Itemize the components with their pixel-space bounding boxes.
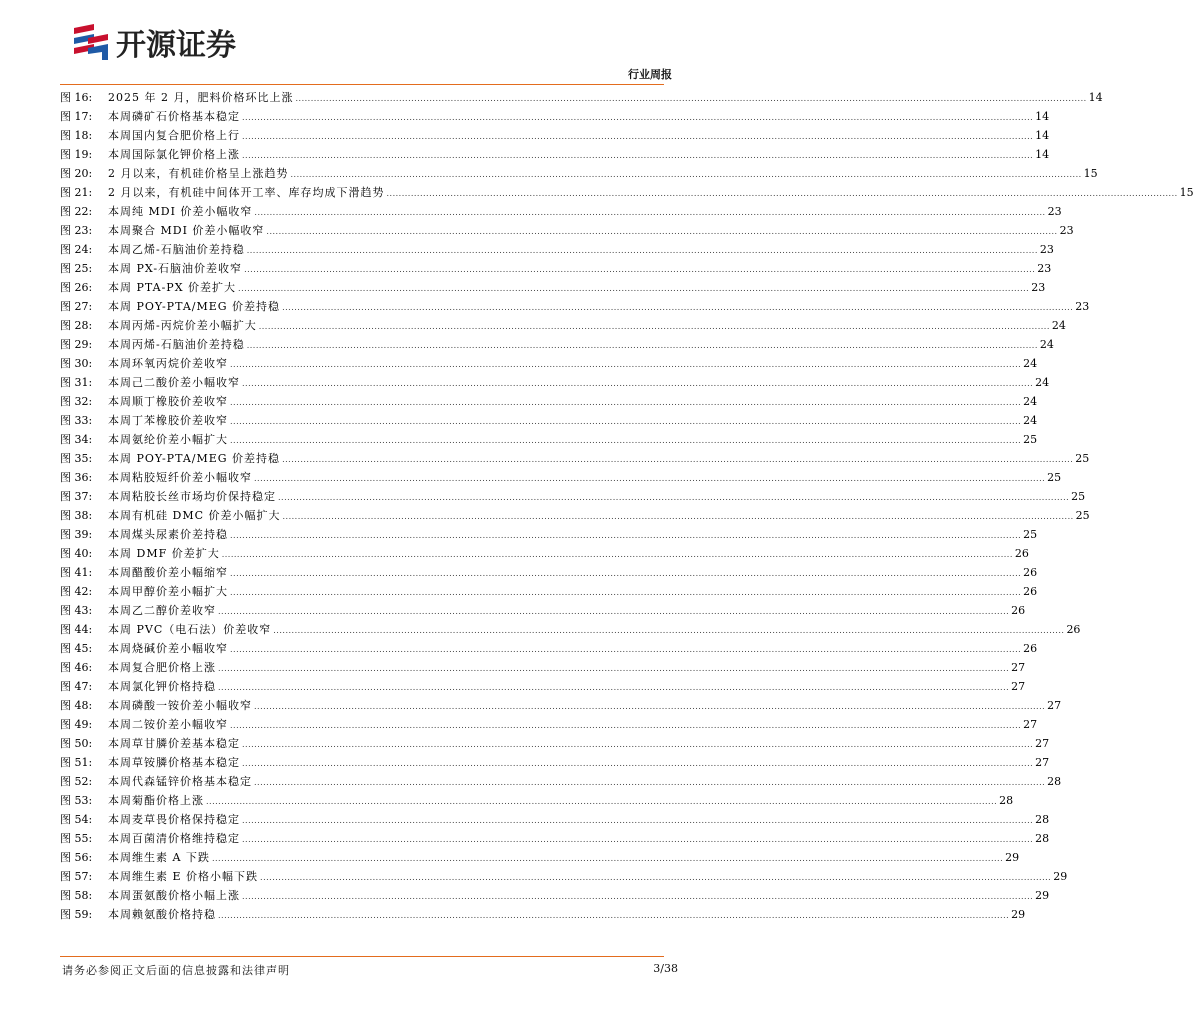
leader-dots: .................................................................................................................................................................................................................................................................... — [246, 341, 1038, 350]
toc-row[interactable] — [60, 772, 1062, 791]
figure-number: 图 31: — [60, 376, 93, 389]
figure-title[interactable]: 2025 年 2 月，肥料价格环比上涨 — [108, 91, 294, 104]
figure-number: 图 41: — [60, 566, 93, 579]
figure-number: 图 55: — [60, 832, 93, 845]
figure-title[interactable]: 本周国际氯化钾价格上涨 — [108, 148, 240, 161]
figure-number: 图 36: — [60, 471, 93, 484]
figure-number: 图 50: — [60, 737, 93, 750]
figure-number: 图 45: — [60, 642, 93, 655]
figure-page-number[interactable]: 28 — [1035, 813, 1050, 826]
figure-title[interactable]: 本周二铵价差小幅收窄 — [108, 718, 228, 731]
figure-title[interactable]: 本周 POY-PTA/MEG 价差持稳 — [108, 452, 281, 465]
leader-dots: .................................................................................................................................................................................................................................................................... — [230, 417, 1022, 426]
figure-title[interactable]: 本周磷矿石价格基本稳定 — [108, 110, 240, 123]
leader-dots: .................................................................................................................................................................................................................................................................... — [242, 816, 1034, 825]
figure-title[interactable]: 本周维生素 E 价格小幅下跌 — [108, 870, 259, 883]
toc-row[interactable] — [60, 734, 1050, 753]
figure-title[interactable]: 本周粘胶短纤价差小幅收窄 — [108, 471, 252, 484]
figure-page-number[interactable]: 29 — [1011, 908, 1026, 921]
figure-title[interactable]: 本周丁苯橡胶价差收窄 — [108, 414, 228, 427]
figure-number: 图 49: — [60, 718, 93, 731]
leader-dots: .................................................................................................................................................................................................................................................................... — [282, 455, 1074, 464]
figure-number: 图 56: — [60, 851, 93, 864]
leader-dots: .................................................................................................................................................................................................................................................................... — [206, 797, 998, 806]
figure-title[interactable]: 2 月以来，有机硅价格呈上涨趋势 — [108, 167, 289, 180]
toc-row[interactable] — [60, 563, 1038, 582]
report-type-label: 行业周报 — [628, 68, 672, 81]
figure-title[interactable]: 本周 PVC（电石法）价差收窄 — [108, 623, 272, 636]
leader-dots: .................................................................................................................................................................................................................................................................... — [260, 873, 1052, 882]
figure-title[interactable]: 本周磷酸一铵价差小幅收窄 — [108, 699, 252, 712]
toc-row[interactable] — [60, 753, 1050, 772]
figure-number: 图 28: — [60, 319, 93, 332]
figure-page-number[interactable]: 15 — [1083, 167, 1098, 180]
leader-dots: .................................................................................................................................................................................................................................................................... — [242, 740, 1034, 749]
company-name: 开源证券 — [116, 28, 236, 63]
leader-dots: .................................................................................................................................................................................................................................................................... — [278, 493, 1070, 502]
figure-title[interactable]: 本周蛋氨酸价格小幅上涨 — [108, 889, 240, 902]
figure-number: 图 46: — [60, 661, 93, 674]
figure-number: 图 53: — [60, 794, 93, 807]
leader-dots: .................................................................................................................................................................................................................................................................... — [282, 303, 1074, 312]
figure-title[interactable]: 本周菊酯价格上涨 — [108, 794, 204, 807]
figure-title[interactable]: 本周复合肥价格上涨 — [108, 661, 216, 674]
leader-dots: .................................................................................................................................................................................................................................................................... — [230, 588, 1022, 597]
toc-row[interactable] — [60, 848, 1020, 867]
figure-title[interactable]: 本周乙二醇价差收窄 — [108, 604, 216, 617]
figure-number: 图 27: — [60, 300, 93, 313]
toc-row[interactable] — [60, 487, 1086, 506]
figure-number: 图 29: — [60, 338, 93, 351]
figure-title[interactable]: 本周草甘膦价差基本稳定 — [108, 737, 240, 750]
figure-number: 图 48: — [60, 699, 93, 712]
footer-disclaimer: 请务必参阅正文后面的信息披露和法律声明 — [62, 964, 290, 977]
figure-page-number[interactable]: 14 — [1035, 110, 1050, 123]
toc-row[interactable] — [60, 335, 1054, 354]
figure-title[interactable]: 本周赖氨酸价格持稳 — [108, 908, 216, 921]
leader-dots: .................................................................................................................................................................................................................................................................... — [273, 626, 1065, 635]
figure-title[interactable]: 本周氨纶价差小幅扩大 — [108, 433, 228, 446]
toc-row[interactable] — [60, 829, 1050, 848]
figure-page-number[interactable]: 28 — [1035, 832, 1050, 845]
figure-number: 图 54: — [60, 813, 93, 826]
leader-dots: .................................................................................................................................................................................................................................................................... — [290, 170, 1082, 179]
figure-number: 图 26: — [60, 281, 93, 294]
leader-dots: .................................................................................................................................................................................................................................................................... — [242, 892, 1034, 901]
leader-dots: .................................................................................................................................................................................................................................................................... — [230, 531, 1022, 540]
figure-number: 图 57: — [60, 870, 93, 883]
figure-page-number[interactable]: 23 — [1075, 300, 1090, 313]
toc-row[interactable] — [60, 715, 1038, 734]
figure-page-number[interactable]: 27 — [1035, 756, 1050, 769]
figure-number: 图 30: — [60, 357, 93, 370]
figure-page-number[interactable]: 15 — [1179, 186, 1194, 199]
figure-page-number[interactable]: 26 — [1023, 585, 1038, 598]
toc-row[interactable] — [60, 88, 1103, 107]
figure-page-number[interactable]: 25 — [1023, 433, 1038, 446]
figure-page-number[interactable]: 26 — [1023, 642, 1038, 655]
leader-dots: .................................................................................................................................................................................................................................................................... — [230, 360, 1022, 369]
figure-page-number[interactable]: 24 — [1039, 338, 1054, 351]
figure-page-number[interactable]: 26 — [1066, 623, 1081, 636]
figure-title[interactable]: 本周乙烯-石脑油价差持稳 — [108, 243, 245, 256]
figure-title[interactable]: 本周烧碱价差小幅收窄 — [108, 642, 228, 655]
figure-page-number[interactable]: 27 — [1011, 680, 1026, 693]
kaiyuan-logo-icon — [72, 22, 110, 62]
header-rule — [60, 84, 664, 85]
toc-row[interactable] — [60, 107, 1050, 126]
toc-row[interactable] — [60, 411, 1038, 430]
figure-title[interactable]: 本周 PTA-PX 价差扩大 — [108, 281, 237, 294]
figure-title[interactable]: 本周粘胶长丝市场均价保持稳定 — [108, 490, 276, 503]
figure-number: 图 34: — [60, 433, 93, 446]
leader-dots: .................................................................................................................................................................................................................................................................... — [230, 569, 1022, 578]
figure-page-number[interactable]: 25 — [1071, 490, 1086, 503]
toc-row[interactable] — [60, 582, 1038, 601]
figure-page-number[interactable]: 23 — [1037, 262, 1052, 275]
figure-page-number[interactable]: 23 — [1047, 205, 1062, 218]
leader-dots: .................................................................................................................................................................................................................................................................... — [386, 189, 1178, 198]
leader-dots: .................................................................................................................................................................................................................................................................... — [244, 265, 1036, 274]
toc-row[interactable] — [60, 392, 1038, 411]
figure-number: 图 59: — [60, 908, 93, 921]
leader-dots: .................................................................................................................................................................................................................................................................... — [254, 702, 1046, 711]
figure-page-number[interactable]: 14 — [1088, 91, 1103, 104]
toc-row[interactable] — [60, 221, 1074, 240]
figure-number: 图 35: — [60, 452, 93, 465]
toc-row[interactable] — [60, 297, 1090, 316]
leader-dots: .................................................................................................................................................................................................................................................................... — [230, 645, 1022, 654]
figure-page-number[interactable]: 26 — [1011, 604, 1026, 617]
figure-page-number[interactable]: 29 — [1005, 851, 1020, 864]
page-header — [0, 0, 724, 85]
figure-title[interactable]: 本周维生素 A 下跌 — [108, 851, 210, 864]
figure-page-number[interactable]: 24 — [1035, 376, 1050, 389]
leader-dots: .................................................................................................................................................................................................................................................................... — [218, 664, 1010, 673]
figure-title[interactable]: 本周煤头尿素价差持稳 — [108, 528, 228, 541]
leader-dots: .................................................................................................................................................................................................................................................................... — [242, 835, 1034, 844]
figure-number: 图 43: — [60, 604, 93, 617]
leader-dots: .................................................................................................................................................................................................................................................................... — [254, 208, 1046, 217]
figure-number: 图 58: — [60, 889, 93, 902]
figure-number: 图 24: — [60, 243, 93, 256]
figure-number: 图 47: — [60, 680, 93, 693]
figure-number: 图 17: — [60, 110, 93, 123]
figure-title[interactable]: 本周己二酸价差小幅收窄 — [108, 376, 240, 389]
toc-row[interactable] — [60, 278, 1046, 297]
leader-dots: .................................................................................................................................................................................................................................................................... — [230, 398, 1022, 407]
figure-page-number[interactable]: 14 — [1035, 129, 1050, 142]
figure-page-number[interactable]: 28 — [1047, 775, 1062, 788]
figure-number: 图 39: — [60, 528, 93, 541]
leader-dots: .................................................................................................................................................................................................................................................................... — [230, 721, 1022, 730]
toc-row[interactable] — [60, 791, 1014, 810]
toc-row[interactable] — [60, 905, 1026, 924]
leader-dots: .................................................................................................................................................................................................................................................................... — [282, 512, 1074, 521]
figure-page-number[interactable]: 26 — [1023, 566, 1038, 579]
toc-row[interactable] — [60, 202, 1062, 221]
figure-title[interactable]: 本周环氧丙烷价差收窄 — [108, 357, 228, 370]
figure-number: 图 42: — [60, 585, 93, 598]
leader-dots: .................................................................................................................................................................................................................................................................... — [211, 854, 1004, 863]
toc-row[interactable] — [60, 373, 1050, 392]
toc-row[interactable] — [60, 658, 1026, 677]
toc-row[interactable] — [60, 639, 1038, 658]
figure-title[interactable]: 本周草铵膦价格基本稳定 — [108, 756, 240, 769]
figure-page-number[interactable]: 27 — [1023, 718, 1038, 731]
toc-row[interactable] — [60, 525, 1038, 544]
toc-row[interactable] — [60, 430, 1038, 449]
toc-row[interactable] — [60, 601, 1026, 620]
toc-row[interactable] — [60, 316, 1066, 335]
figure-number: 图 51: — [60, 756, 93, 769]
figure-number: 图 33: — [60, 414, 93, 427]
leader-dots: .................................................................................................................................................................................................................................................................... — [230, 436, 1022, 445]
figure-title[interactable]: 本周顺丁橡胶价差收窄 — [108, 395, 228, 408]
figure-page-number[interactable]: 27 — [1047, 699, 1062, 712]
toc-row[interactable] — [60, 126, 1050, 145]
figure-page-number[interactable]: 24 — [1023, 357, 1038, 370]
toc-row[interactable] — [60, 696, 1062, 715]
leader-dots: .................................................................................................................................................................................................................................................................... — [242, 379, 1034, 388]
toc-row[interactable] — [60, 544, 1029, 563]
figure-page-number[interactable]: 25 — [1023, 528, 1038, 541]
toc-row[interactable] — [60, 677, 1026, 696]
toc-row[interactable] — [60, 449, 1090, 468]
leader-dots: .................................................................................................................................................................................................................................................................... — [242, 113, 1034, 122]
figure-number: 图 40: — [60, 547, 93, 560]
figure-title[interactable]: 本周国内复合肥价格上行 — [108, 129, 240, 142]
figure-page-number[interactable]: 29 — [1053, 870, 1068, 883]
leader-dots: .................................................................................................................................................................................................................................................................... — [242, 132, 1034, 141]
figure-page-number[interactable]: 25 — [1075, 509, 1090, 522]
figure-title[interactable]: 本周聚合 MDI 价差小幅收窄 — [108, 224, 265, 237]
figure-title[interactable]: 本周有机硅 DMC 价差小幅扩大 — [108, 509, 281, 522]
figure-title[interactable]: 本周 DMF 价差扩大 — [108, 547, 220, 560]
toc-row[interactable] — [60, 506, 1090, 525]
figure-list — [60, 88, 1194, 924]
figure-page-number[interactable]: 23 — [1059, 224, 1074, 237]
figure-title[interactable]: 本周丙烯-石脑油价差持稳 — [108, 338, 245, 351]
figure-number: 图 37: — [60, 490, 93, 503]
leader-dots: .................................................................................................................................................................................................................................................................... — [218, 683, 1010, 692]
figure-page-number[interactable]: 24 — [1023, 395, 1038, 408]
leader-dots: .................................................................................................................................................................................................................................................................... — [218, 911, 1010, 920]
figure-page-number[interactable]: 24 — [1051, 319, 1066, 332]
figure-title[interactable]: 本周醋酸价差小幅缩窄 — [108, 566, 228, 579]
figure-page-number[interactable]: 26 — [1014, 547, 1029, 560]
toc-row[interactable] — [60, 183, 1194, 202]
figure-page-number[interactable]: 27 — [1035, 737, 1050, 750]
figure-title[interactable]: 本周百菌清价格维持稳定 — [108, 832, 240, 845]
figure-title[interactable]: 本周甲醇价差小幅扩大 — [108, 585, 228, 598]
figure-title[interactable]: 本周 PX-石脑油价差收窄 — [108, 262, 243, 275]
leader-dots: .................................................................................................................................................................................................................................................................... — [266, 227, 1058, 236]
toc-row[interactable] — [60, 145, 1050, 164]
company-logo — [72, 22, 236, 62]
figure-title[interactable]: 本周丙烯-丙烷价差小幅扩大 — [108, 319, 257, 332]
figure-number: 图 19: — [60, 148, 93, 161]
figure-number: 图 44: — [60, 623, 93, 636]
figure-page-number[interactable]: 23 — [1039, 243, 1054, 256]
leader-dots: .................................................................................................................................................................................................................................................................... — [221, 550, 1013, 559]
figure-title[interactable]: 2 月以来，有机硅中间体开工率、库存均成下滑趋势 — [108, 186, 385, 199]
figure-page-number[interactable]: 25 — [1075, 452, 1090, 465]
figure-page-number[interactable]: 25 — [1047, 471, 1062, 484]
figure-number: 图 52: — [60, 775, 93, 788]
figure-number: 图 16: — [60, 91, 93, 104]
toc-row[interactable] — [60, 164, 1098, 183]
figure-page-number[interactable]: 23 — [1031, 281, 1046, 294]
figure-number: 图 23: — [60, 224, 93, 237]
figure-number: 图 18: — [60, 129, 93, 142]
toc-row[interactable] — [60, 886, 1050, 905]
figure-title[interactable]: 本周氯化钾价格持稳 — [108, 680, 216, 693]
figure-number: 图 32: — [60, 395, 93, 408]
leader-dots: .................................................................................................................................................................................................................................................................... — [295, 94, 1087, 103]
toc-row[interactable] — [60, 867, 1068, 886]
leader-dots: .................................................................................................................................................................................................................................................................... — [258, 322, 1050, 331]
figure-page-number[interactable]: 28 — [999, 794, 1014, 807]
figure-title[interactable]: 本周麦草畏价格保持稳定 — [108, 813, 240, 826]
toc-row[interactable] — [60, 620, 1081, 639]
footer-page-number: 3/38 — [653, 962, 678, 975]
leader-dots: .................................................................................................................................................................................................................................................................... — [238, 284, 1030, 293]
leader-dots: .................................................................................................................................................................................................................................................................... — [254, 778, 1046, 787]
figure-number: 图 38: — [60, 509, 93, 522]
leader-dots: .................................................................................................................................................................................................................................................................... — [242, 759, 1034, 768]
figure-number: 图 20: — [60, 167, 93, 180]
footer-rule — [60, 956, 664, 957]
leader-dots: .................................................................................................................................................................................................................................................................... — [254, 474, 1046, 483]
leader-dots: .................................................................................................................................................................................................................................................................... — [246, 246, 1038, 255]
figure-number: 图 25: — [60, 262, 93, 275]
leader-dots: .................................................................................................................................................................................................................................................................... — [218, 607, 1010, 616]
figure-page-number[interactable]: 29 — [1035, 889, 1050, 902]
toc-row[interactable] — [60, 468, 1062, 487]
leader-dots: .................................................................................................................................................................................................................................................................... — [242, 151, 1034, 160]
toc-row[interactable] — [60, 810, 1050, 829]
figure-title[interactable]: 本周纯 MDI 价差小幅收窄 — [108, 205, 253, 218]
figure-page-number[interactable]: 14 — [1035, 148, 1050, 161]
toc-row[interactable] — [60, 240, 1054, 259]
figure-title[interactable]: 本周 POY-PTA/MEG 价差持稳 — [108, 300, 281, 313]
figure-title[interactable]: 本周代森锰锌价格基本稳定 — [108, 775, 252, 788]
figure-page-number[interactable]: 24 — [1023, 414, 1038, 427]
figure-page-number[interactable]: 27 — [1011, 661, 1026, 674]
toc-row[interactable] — [60, 354, 1038, 373]
figure-number: 图 21: — [60, 186, 93, 199]
figure-number: 图 22: — [60, 205, 93, 218]
toc-row[interactable] — [60, 259, 1052, 278]
